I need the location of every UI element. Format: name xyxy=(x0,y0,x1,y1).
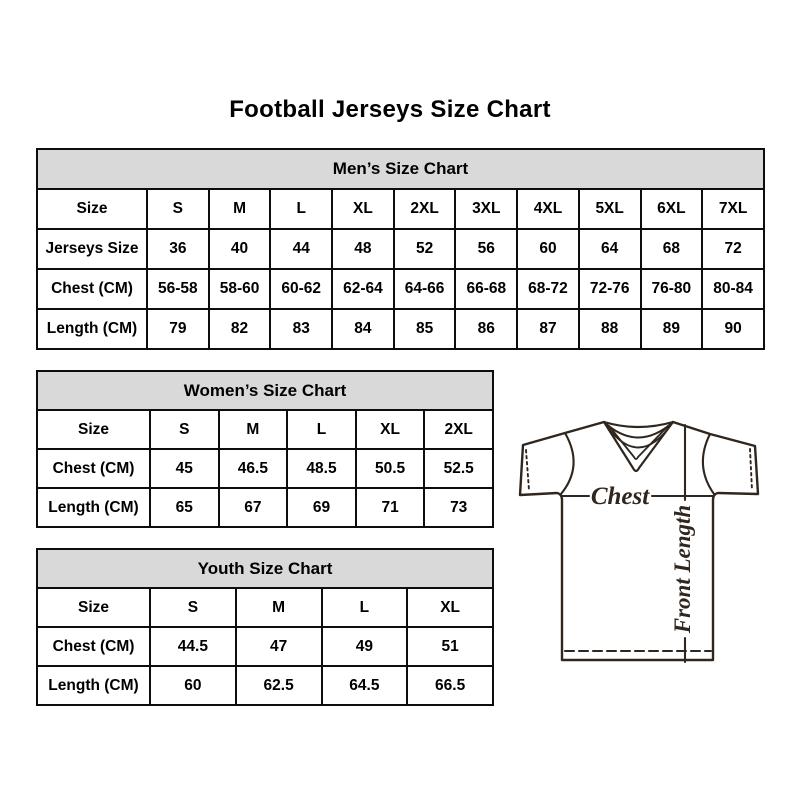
size-value-cell: L xyxy=(287,410,356,449)
jersey-diagram xyxy=(505,400,775,670)
size-value-cell: 80-84 xyxy=(702,269,764,309)
size-value-cell: 51 xyxy=(407,627,493,666)
size-value-cell: 68-72 xyxy=(517,269,579,309)
size-value-cell: 56 xyxy=(455,229,517,269)
size-value-cell: 2XL xyxy=(394,189,456,229)
row-label-cell: Size xyxy=(37,189,147,229)
table-row xyxy=(37,269,764,309)
size-value-cell: 79 xyxy=(147,309,209,349)
page-title: Football Jerseys Size Chart xyxy=(229,96,551,123)
size-value-cell: 60-62 xyxy=(270,269,332,309)
size-value-cell: 85 xyxy=(394,309,456,349)
right-cuff-stitch-line xyxy=(750,449,752,490)
row-label-cell: Size xyxy=(37,588,150,627)
size-value-cell: 4XL xyxy=(517,189,579,229)
size-value-cell: 48.5 xyxy=(287,449,356,488)
table-row xyxy=(37,229,764,269)
size-value-cell: 40 xyxy=(209,229,271,269)
size-value-cell: 65 xyxy=(150,488,219,527)
size-value-cell: 90 xyxy=(702,309,764,349)
size-value-cell: 69 xyxy=(287,488,356,527)
size-value-cell: 68 xyxy=(641,229,703,269)
size-value-cell: 56-58 xyxy=(147,269,209,309)
size-value-cell: 87 xyxy=(517,309,579,349)
size-value-cell: 45 xyxy=(150,449,219,488)
size-value-cell: 64 xyxy=(579,229,641,269)
table-row xyxy=(37,588,493,627)
left-sleeve-seam xyxy=(561,433,574,494)
table-row xyxy=(37,666,493,705)
size-value-cell: 60 xyxy=(517,229,579,269)
size-value-cell: 6XL xyxy=(641,189,703,229)
size-value-cell: 66-68 xyxy=(455,269,517,309)
size-value-cell: L xyxy=(270,189,332,229)
size-value-cell: XL xyxy=(332,189,394,229)
size-value-cell: 60 xyxy=(150,666,236,705)
size-value-cell: 44.5 xyxy=(150,627,236,666)
size-value-cell: 86 xyxy=(455,309,517,349)
size-value-cell: 52 xyxy=(394,229,456,269)
chest-label: Chest xyxy=(590,483,650,510)
size-value-cell: 52.5 xyxy=(424,449,493,488)
row-label-cell: Size xyxy=(37,410,150,449)
front-length-label: Front Length xyxy=(670,504,695,634)
size-value-cell: 49 xyxy=(322,627,408,666)
size-value-cell: 83 xyxy=(270,309,332,349)
size-value-cell: 50.5 xyxy=(356,449,425,488)
row-label-cell: Length (CM) xyxy=(37,666,150,705)
row-label-cell: Chest (CM) xyxy=(37,627,150,666)
size-value-cell: 62-64 xyxy=(332,269,394,309)
row-label-cell: Chest (CM) xyxy=(37,269,147,309)
size-value-cell: 64-66 xyxy=(394,269,456,309)
size-value-cell: S xyxy=(150,410,219,449)
table-row xyxy=(37,309,764,349)
youth-size-table xyxy=(36,548,494,706)
size-value-cell: M xyxy=(236,588,322,627)
size-value-cell: M xyxy=(209,189,271,229)
size-value-cell: 47 xyxy=(236,627,322,666)
size-value-cell: 62.5 xyxy=(236,666,322,705)
mens-table-title: Men’s Size Chart xyxy=(37,149,764,189)
table-row xyxy=(37,488,493,527)
table-row xyxy=(37,449,493,488)
size-value-cell: 46.5 xyxy=(219,449,288,488)
table-row xyxy=(37,189,764,229)
size-value-cell: 84 xyxy=(332,309,394,349)
collar-top-edge xyxy=(604,422,673,427)
table-row xyxy=(37,410,493,449)
size-value-cell: 73 xyxy=(424,488,493,527)
size-value-cell: 82 xyxy=(209,309,271,349)
womens-size-table xyxy=(36,370,494,528)
size-value-cell: 64.5 xyxy=(322,666,408,705)
size-value-cell: M xyxy=(219,410,288,449)
size-value-cell: 72-76 xyxy=(579,269,641,309)
size-value-cell: 89 xyxy=(641,309,703,349)
size-value-cell: 88 xyxy=(579,309,641,349)
size-value-cell: 58-60 xyxy=(209,269,271,309)
row-label-cell: Jerseys Size xyxy=(37,229,147,269)
mens-size-table xyxy=(36,148,765,350)
size-value-cell: 7XL xyxy=(702,189,764,229)
size-value-cell: XL xyxy=(407,588,493,627)
row-label-cell: Length (CM) xyxy=(37,309,147,349)
size-value-cell: 5XL xyxy=(579,189,641,229)
size-value-cell: 44 xyxy=(270,229,332,269)
size-value-cell: S xyxy=(147,189,209,229)
womens-table-title: Women’s Size Chart xyxy=(37,371,493,410)
size-value-cell: XL xyxy=(356,410,425,449)
size-value-cell: 2XL xyxy=(424,410,493,449)
right-sleeve-seam xyxy=(703,434,714,494)
youth-table-title: Youth Size Chart xyxy=(37,549,493,588)
size-value-cell: 71 xyxy=(356,488,425,527)
size-value-cell: 3XL xyxy=(455,189,517,229)
jersey-outline xyxy=(520,422,758,660)
size-value-cell: 36 xyxy=(147,229,209,269)
size-value-cell: 72 xyxy=(702,229,764,269)
left-cuff-stitch-line xyxy=(526,450,529,490)
table-row xyxy=(37,627,493,666)
size-value-cell: S xyxy=(150,588,236,627)
size-value-cell: L xyxy=(322,588,408,627)
row-label-cell: Length (CM) xyxy=(37,488,150,527)
row-label-cell: Chest (CM) xyxy=(37,449,150,488)
size-value-cell: 48 xyxy=(332,229,394,269)
size-value-cell: 67 xyxy=(219,488,288,527)
size-value-cell: 66.5 xyxy=(407,666,493,705)
size-value-cell: 76-80 xyxy=(641,269,703,309)
